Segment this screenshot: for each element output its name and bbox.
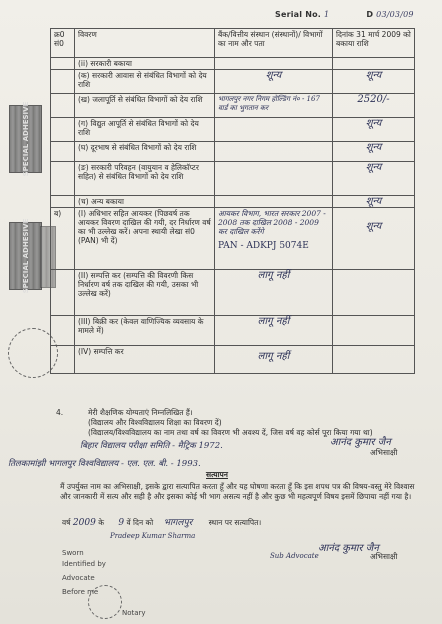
column-header: बैंक/वित्तीय संस्थान (संस्थानों)/ विभागों का नाम और पता: [215, 29, 333, 58]
column-header: दिनांक 31 मार्च 2009 को बकाया राशि: [333, 29, 415, 58]
table-row: ब) (I) अधिभार सहित आयकर (पिछवर्ष तक आयकर विवरण दाखिल की गयी, दर निर्धारण वर्ष का भी उल्लेख करें। अपना स्थायी लेखा सं0 (PAN) भी दें) आयकर विभाग, भारत सरकार 2007 - 2008 तक दाखिल 2008 - 2009 कर दाखिल करेंगे PAN - ADKPJ 5074E शून्य: [51, 208, 415, 270]
table-row: (क) सरकारी आवास से संबंधित विभागों को देय राशि शून्य शून्य: [51, 70, 415, 94]
table-row: (III) बिक्री कर (केवल वाणिज्यिक व्यवसाय के मामले में) लागू नहीं: [51, 316, 415, 346]
column-header: विवरण: [75, 29, 215, 58]
verification-title: सत्यापन: [206, 470, 228, 479]
table-row: (च) अन्य बकाया शून्य: [51, 196, 415, 208]
handwritten-note: Sub Advocate: [270, 552, 319, 560]
notary-block: Sworn Identified by Advocate Before me Notary: [62, 549, 146, 617]
table-row: (II) सम्पत्ति कर (सम्पत्ति की विवरणी किस निर्धारण वर्ष तक दाखिल की गयी, उसका भी उल्लेख करें) लागू नहीं: [51, 270, 415, 316]
column-header: क्र0 सं0: [51, 29, 75, 58]
table-row: (ग) विद्युत आपूर्ति से संबंधित विभागों को देय राशि शून्य: [51, 118, 415, 142]
table-header-row: [51, 29, 415, 58]
serial-number-line: Serial No. 1 D 03/03/09: [275, 10, 414, 19]
handwritten-note: Pradeep Kumar Sharma: [110, 532, 196, 540]
table-row: (ii) सरकारी बकाया: [51, 58, 415, 70]
education-section: 4. मेरी शैक्षणिक योग्यताएं निम्नलिखित हैं। (विद्यालय और विश्वविद्यालय शिक्षा का विवरण दें) (विद्यालय/विश्वविद्यालय का नाम तथा वर्ष का विवरण भी अवश्य दें, जिस वर्ष वह कोर्स पूरा किया गया था): [56, 408, 373, 437]
verification-text: मैं उपर्युक्त नाम का अभिसाक्षी, इसके द्वारा सत्यापित करता हूँ और यह घोषणा करता हूँ कि इस शपथ पत्र की विषय-वस्तु मेरे विश्वास और जानकारी में सत्य और सही है और इसका कोई भी भाग असत्य नहीं है और कुछ भी महत्वपूर्ण विषय इसमें छिपाया नहीं गया है।: [60, 482, 415, 501]
table-row: (ख) जलापूर्ति से संबंधित विभागों को देय राशि भागलपुर नगर निगम होल्डिंग नं० - 167 वार्ड का भुगतान कर 2520/-: [51, 94, 415, 118]
revenue-stamp: SPECIAL ADHESIVE: [9, 222, 42, 290]
table-row: (IV) सम्पत्ति कर लागू नहीं: [51, 346, 415, 374]
dues-table: [50, 28, 415, 374]
table-row: (घ) दूरभाष से संबंधित विभागों को देय राशि शून्य: [51, 142, 415, 162]
notary-seal: [88, 585, 122, 619]
education-entry: तिलकामांझी भागलपुर विश्वविद्यालय - एल. एल. बी. - 1993.: [8, 459, 201, 469]
signature: आनंद कुमार जैन: [318, 543, 379, 554]
signature: आनंद कुमार जैन: [330, 437, 391, 448]
deponent-label: अभिसाक्षी: [370, 552, 398, 561]
education-entry: बिहार विद्यालय परीक्षा समिति - मैट्रिक 1972.: [80, 441, 223, 451]
verification-date-line: वर्ष 2009 के 9 वें दिन को भागलपुर स्थान पर सत्यापित।: [62, 518, 262, 528]
table-row: (ङ) सरकारी परिवहन (वायुयान व हेलिकॉप्टर सहित) से संबंधित विभागों को देय राशि शून्य: [51, 162, 415, 196]
deponent-label: अभिसाक्षी: [370, 448, 398, 457]
revenue-stamp: SPECIAL ADHESIVE: [9, 105, 42, 173]
